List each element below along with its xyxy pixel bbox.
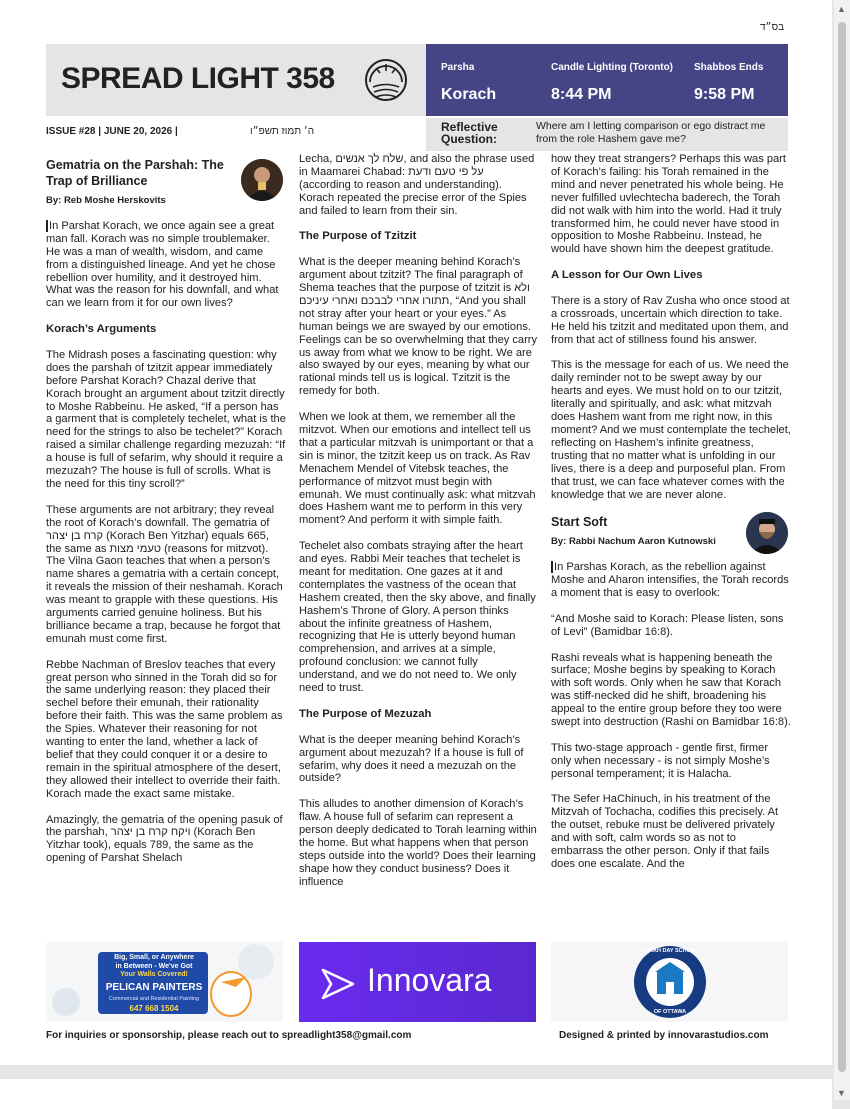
- author-avatar: [241, 159, 283, 201]
- masthead: [46, 44, 426, 116]
- shabbos-ends-label: Shabbos Ends: [694, 62, 764, 73]
- section-heading: Korach’s Arguments: [46, 323, 157, 336]
- ad-tagline: Big, Small, or Anywhere: [114, 954, 194, 961]
- parsha-info-box: [426, 44, 788, 116]
- author-photo-icon: [746, 512, 788, 554]
- scroll-down-icon[interactable]: ▼: [837, 1088, 846, 1098]
- paragraph: In Parshat Korach, we once again see a great man fall. Korach was no simple troublemaker. He was a man of wealth, wisdom, and came from a distinguished lineage. And yet he chose rebellion over humility, and it destroyed him. What was the reason for his downfall, and what can we learn from it for our own lives?: [46, 219, 279, 310]
- sunrise-logo-icon: [364, 52, 408, 108]
- paragraph: Techelet also combats straying after the heart and eyes. Rabbi Meir teaches that techelet is meant for meditation. One gazes at it and contemplates the vastness of the ocean that Hashem created, then the sky above, and finally Hashem’s Throne of Glory. A person thinks about the infinite greatness of Hashem, recognizing that He is utterly beyond human comprehension, and arrives at a simple, profound conclusion: we cannot fully understand, and we do not need to. We only need to trust.: [299, 540, 536, 695]
- play-logo-icon: [319, 964, 359, 1004]
- candle-lighting-label: Candle Lighting (Toronto): [551, 62, 674, 73]
- article-title: Start Soft: [551, 515, 608, 530]
- parsha-value: Korach: [441, 86, 497, 103]
- ad-tagline: Your Walls Covered!: [120, 971, 188, 978]
- scroll-up-icon[interactable]: ▲: [837, 4, 846, 14]
- paragraph: What is the deeper meaning behind Korach’s argument about tzitzit? The final paragraph of Shema teaches that the purpose of tzitzit is ולא תתורו אחרי לבבכם ואחרי עיניכם, “And you shall not stray after your heart or your eyes.” As human beings we are swayed by our emotions. Feelings can be so overwhelming that they carry us away from what we know to be right. We are also swayed by our eyes, meaning by what our rational minds tell us is logical. Tzitzit is the remedy for both.: [299, 256, 538, 398]
- paragraph: When we look at them, we remember all the mitzvot. When our emotions and intellect tell us that a particular mitzvah is unimportant or that a sin is minor, the tzitzit keep us on track. As Rav Menachem Mendel of Vitebsk teaches, the performance of mitzvot must begin with emunah. We must continually ask: what mitzvah does Hashem want me to perform in this very moment? And perform it with simple faith.: [299, 411, 536, 527]
- ad-subtitle: Commercial and Residential Painting: [108, 996, 200, 1002]
- article-header: [551, 514, 791, 530]
- paragraph: The Midrash poses a fascinating question: why does the parshah of tzitzit appear immediately before Parshat Korach? Chazal derive that Korach brought an argument about tzitzit directly to Moshe Rabbeinu. He asked, “If a person has a garment that is completely techelet, what is the need for the strings to also be techelet?” Korach raised a similar challenge regarding mezuzah: “If a house is full of sefarim, why should it require a mezuzah? The house is full of scrolls. What is the need for this tiny scroll?”: [46, 348, 286, 490]
- drop-cap: I: [46, 220, 52, 232]
- innovara-wordmark: Innovara: [367, 962, 492, 998]
- footer-credit: Designed & printed by innovarastudios.com: [559, 1030, 769, 1041]
- author-avatar: [746, 512, 788, 554]
- issue-info: ISSUE #28 | JUNE 20, 2026 |: [46, 126, 178, 137]
- paragraph: What is the deeper meaning behind Korach’s argument about mezuzah? If a house is full of sefarim, why does it need a mezuzah on the outside?: [299, 733, 524, 785]
- paragraph: This alludes to another dimension of Korach’s flaw. A house full of sefarim can represent a person deeply dedicated to Torah learning within the home. But what happens when that person steps outside into the world? Does their learning shape how they conduct business? Does it influence: [299, 798, 537, 888]
- paragraph: Rashi reveals what is happening beneath the surface; Moshe begins by speaking to Korach with soft words. Only when he saw that Korach was stiff-necked did he shift, broadening his appeal to the entire group before they too were swept into destruction (Rashi on Bamidbar 16:8).: [551, 651, 791, 729]
- paragraph: This is the message for each of us. We need the daily reminder not to be swept away by our hearts and eyes. We must hold on to our tzitzit, literally and spiritually, and ask: what mitzvah does Hashem want from me right now, in this moment? And we must contemplate the techelet, reflecting on Hashem’s infinite greatness, trusting that no matter what is unfolding in our lives, there is a deep and purposeful plan. From that trust, we can face whatever comes with the knowledge that we are never alone.: [551, 359, 791, 501]
- pelican-painters-ad[interactable]: [46, 942, 283, 1022]
- paragraph: These arguments are not arbitrary; they reveal the root of Korach’s downfall. The gematria of קרח בן יצהר (Korach Ben Yitzhar) equals 665, the same as טעמי מצות (reasons for mitzvot). The Vilna Gaon teaches that when a person’s name shares a gematria with a certain concept, it reveals the mission of their neshamah. Korach was meant to grapple with these questions. His arguments carried genuine holiness. But his brilliance became a trap, because he forgot that emunah must come first.: [46, 503, 283, 645]
- drop-cap: I: [551, 561, 557, 573]
- school-name-bottom: OF OTTAWA: [653, 1009, 687, 1015]
- section-heading: The Purpose of Tzitzit: [299, 230, 417, 243]
- column-3: [551, 153, 791, 941]
- next-page: [0, 1079, 832, 1109]
- article-header: [46, 157, 286, 189]
- candle-lighting-value: 8:44 PM: [551, 86, 612, 103]
- paragraph: how they treat strangers? Perhaps this was part of Korach’s failing: his Torah remained in the mind and never penetrated his whole being. He never fulfilled uvlechtecha baderech, the Torah did not walk with him into the world. Had it truly transformed him, he could never have stood in opposition to Moshe Rabbeinu. Instead, he would have shown him the deepest gratitude.: [551, 153, 786, 256]
- paragraph: Rebbe Nachman of Breslov teaches that every great person who sinned in the Torah did so for the same underlying reason: they placed their sechel before their emunah, their rationality before their faith. This was the same problem as the Spies. Whatever their reasoning for not wanting to enter the land, whether a lack of belief that they could conquer it or a desire to remain in the spiritual atmosphere of the desert, they allowed their intellect to override their faith. Korach made the exact same mistake.: [46, 658, 283, 800]
- reflective-question-label: Reflective Question:: [441, 120, 498, 146]
- article-title: Gematria on the Parshah: The Trap of Brilliance: [46, 158, 224, 188]
- hebrew-date: ה׳ תמוז תשפ״ו: [250, 126, 315, 137]
- author-photo-icon: [241, 159, 283, 201]
- reflective-question: [426, 118, 788, 151]
- school-name-top: TORAH DAY SCHOOL: [641, 948, 699, 954]
- column-1: [46, 153, 286, 941]
- shabbos-ends-value: 9:58 PM: [694, 86, 755, 103]
- innovara-ad[interactable]: [299, 942, 536, 1022]
- ad-tagline: in Between - We've Got: [115, 962, 193, 970]
- newsletter-title: SPREAD LIGHT 358: [61, 62, 335, 95]
- ad-phone: 647 668 1504: [129, 1004, 179, 1013]
- paragraph: The Sefer HaChinuch, in his treatment of the Mitzvah of Tochacha, codifies this precisely. At the outset, rebuke must be delivered privately and with soft, calm words so as not to embarrass the other person. Only if that fails does one escalate. And the: [551, 793, 779, 870]
- paragraph: In Parshas Korach, as the rebellion against Moshe and Aharon intensifies, the Torah records a moment that is easy to overlook:: [551, 561, 789, 600]
- section-heading: The Purpose of Mezuzah: [299, 707, 432, 720]
- paragraph: There is a story of Rav Zusha who once stood at a crossroads, uncertain which direction to take. He held his tzitzit and meditated upon them, and from that act of stillness found his answer.: [551, 294, 790, 346]
- paragraph: “And Moshe said to Korach: Please listen, sons of Levi” (Bamidbar 16:8).: [551, 612, 784, 638]
- paragraph: Lecha, שלח לך אנשים, and also the phrase used in Maamarei Chabad: על פי טעם ודעת (according to reason and understanding). Korach repeated the precise error of the Spies and failed to learn from their sin.: [299, 153, 535, 217]
- section-heading: A Lesson for Our Own Lives: [551, 269, 703, 282]
- bsd-mark: בס״ד: [760, 22, 785, 33]
- torah-day-school-ad[interactable]: [551, 942, 788, 1022]
- scrollbar-thumb[interactable]: [838, 22, 846, 1072]
- footer-contact: For inquiries or sponsorship, please reach out to spreadlight358@gmail.com: [46, 1030, 412, 1041]
- parsha-label: Parsha: [441, 62, 475, 73]
- paragraph: This two-stage approach - gentle first, firmer only when necessary - is not simply Moshe’s personal temperament; it is Halacha.: [551, 741, 770, 780]
- article-byline: By: Reb Moshe Herskovits: [46, 195, 166, 206]
- paragraph: Amazingly, the gematria of the opening pasuk of the parshah, ויקח קרח בן יצהר (Korach Ben Yitzhar took), equals 789, the same as the opening of Parshat Shelach: [46, 813, 283, 865]
- column-2: [299, 153, 538, 941]
- article-byline: By: Rabbi Nachum Aaron Kutnowski: [551, 536, 716, 548]
- ad-brand: PELICAN PAINTERS: [105, 982, 203, 993]
- reflective-question-text: Where am I letting comparison or ego distract me from the role Hashem gave me?: [536, 120, 766, 145]
